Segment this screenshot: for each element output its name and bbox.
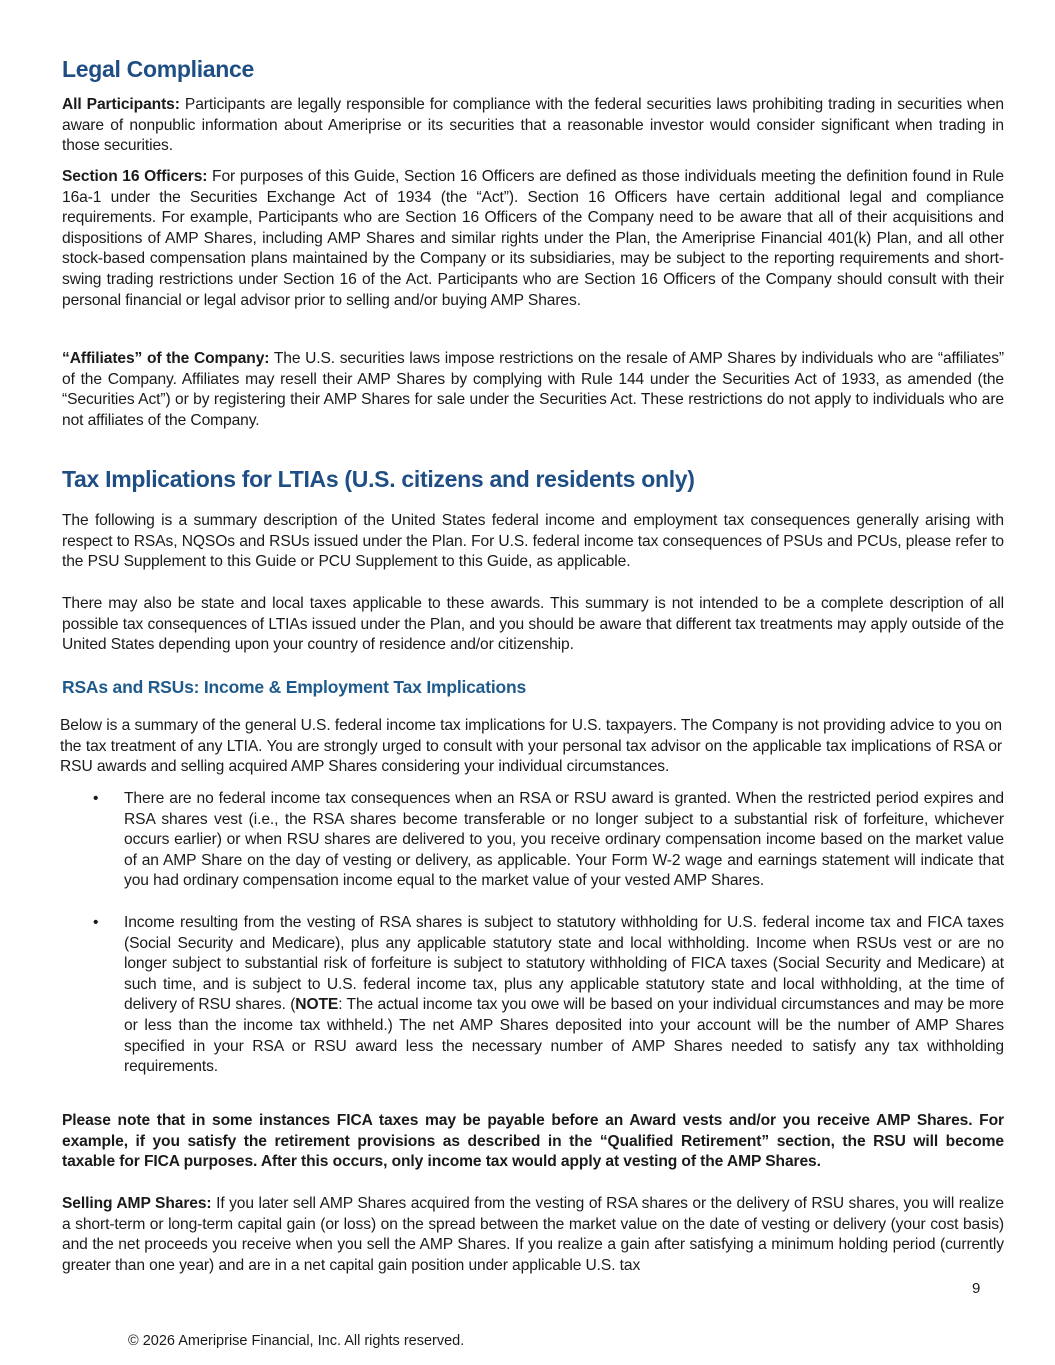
page-number: 9 [972, 1280, 981, 1297]
affiliates-paragraph [62, 349, 1004, 431]
all-participants-label: All Participants: [62, 96, 180, 113]
bullet-icon: • [93, 913, 99, 931]
selling-shares-label: Selling AMP Shares: [62, 1195, 212, 1212]
section16-text: For purposes of this Guide, Section 16 Officers are defined as those individuals meeting the definition found in Rule 16a-1 under the Securities Exchange Act of 1934 (the “Act”). Section 16 Officers have certain additional legal and compliance requirements. For example, Participants who are Section 16 Officers of the Company need to be aware that all of their acquisitions and dispositions of AMP Shares, including AMP Shares and similar rights under the Plan, the Ameriprise Financial 401(k) Plan, and all other stock-based compensation plans maintained by the Company or its subsidiaries, may be subject to the reporting requirements and short-swing trading restrictions under Section 16 of the Act. Participants who are Section 16 Officers of the Company should consult with their personal financial or legal advisor prior to selling and/or buying AMP Shares. [62, 168, 1004, 309]
copyright-footer: © 2026 Ameriprise Financial, Inc. All rights reserved. [128, 1333, 465, 1349]
note-label: NOTE [295, 996, 339, 1014]
legal-compliance-heading: Legal Compliance [62, 56, 255, 82]
bullet-text-before: Income resulting from the vesting of RSA shares is subject to statutory withholding for U.S. federal income tax and FICA taxes (Social Security and Medicare), plus any applicable statutory state and local withholding. Income when RSUs vest or are no longer subject to substantial risk of forfeiture is subject to statutory withholding of FICA taxes (Social Security and Medicare) at such time, and is subject to U.S. federal income tax, plus any applicable statutory state and local withholding, at the time of delivery of RSU shares. ( [124, 913, 1004, 1014]
bullet-text: There are no federal income tax consequences when an RSA or RSU award is granted. When the restricted period expires and RSA shares vest (i.e., the RSA shares become transferable or no longer subject to a substantial risk of forfeiture, whichever occurs earlier) or when RSU shares are delivered to you, you receive ordinary compensation income based on the market value of an AMP Share on the day of vesting or delivery, as applicable. Your Form W-2 wage and earnings statement will indicate that you had ordinary compensation income equal to the market value of your vested AMP Shares. [124, 790, 1004, 890]
bullet-icon: • [93, 790, 99, 807]
affiliates-text: The U.S. securities laws impose restrictions on the resale of AMP Shares by individuals who are “affiliates” of the Company. Affiliates may resell their AMP Shares by complying with Rule 144 under the Securities Act of 1933, as amended (the “Securities Act”) or by registering their AMP Shares for sale under the Securities Act. These restrictions do not apply to individuals who are not affiliates of the Company. [62, 350, 1004, 429]
tax-intro-paragraph-2: There may also be state and local taxes applicable to these awards. This summary is not intended to be a complete description of all possible tax consequences of LTIAs issued under the Plan, and you should be aware that different tax treatments may apply outside of the United States depending upon your country of residence and/or citizenship. [62, 595, 1004, 654]
rsa-rsu-summary-paragraph: Below is a summary of the general U.S. federal income tax implications for U.S. taxpayers. The Company is not providing advice to you on the tax treatment of any LTIA. You are strongly urged to consult with your personal tax advisor on the applicable tax implications of RSA or RSU awards and selling acquired AMP Shares considering your individual circumstances. [60, 717, 1002, 776]
section16-label: Section 16 Officers: [62, 168, 208, 185]
bullet-item [62, 789, 1004, 892]
all-participants-paragraph [62, 95, 1004, 157]
selling-shares-text: If you later sell AMP Shares acquired from the vesting of RSA shares or the delivery of RSU shares, you will realize a short-term or long-term capital gain (or loss) on the spread between the market value on the date of vesting or delivery (your cost basis) and the net proceeds you receive when you sell the AMP Shares. If you realize a gain after satisfying a minimum holding period (currently greater than one year) and are in a net capital gain position under applicable U.S. tax [62, 1195, 1004, 1274]
bullet-text-after: : The actual income tax you owe will be based on your individual circumstances and may be more or less than the income tax withheld.) The net AMP Shares deposited into your account will be the number of AMP Shares specified in your RSA or RSU award less the necessary number of AMP Shares needed to satisfy any tax withholding requirements. [124, 996, 1004, 1076]
selling-shares-paragraph [62, 1194, 1004, 1276]
tax-intro-paragraph-1: The following is a summary description of the United States federal income and employment tax consequences generally arising with respect to RSAs, NQSOs and RSUs issued under the Plan. For U.S. federal income tax consequences of PSUs and PCUs, please refer to the PSU Supplement to this Guide or PCU Supplement to this Guide, as applicable. [62, 512, 1004, 571]
tax-implications-heading: Tax Implications for LTIAs (U.S. citizens and residents only) [62, 466, 695, 492]
rsa-rsu-bullet-list [62, 789, 1004, 1078]
fica-note-paragraph: Please note that in some instances FICA taxes may be payable before an Award vests and/or you receive AMP Shares. For example, if you satisfy the retirement provisions as described in the “Qualified Retirement” section, the RSU will become taxable for FICA purposes. After this occurs, only income tax would apply at vesting of the AMP Shares. [62, 1112, 1004, 1171]
all-participants-text: Participants are legally responsible for compliance with the federal securities laws prohibiting trading in securities when aware of nonpublic information about Ameriprise or its securities that a reasonable investor would consider significant when trading in those securities. [62, 96, 1004, 155]
bullet-item [62, 913, 1004, 1078]
affiliates-label: “Affiliates” of the Company: [62, 350, 270, 367]
section16-paragraph [62, 167, 1004, 311]
rsa-rsu-subheading: RSAs and RSUs: Income & Employment Tax Implications [62, 677, 527, 697]
